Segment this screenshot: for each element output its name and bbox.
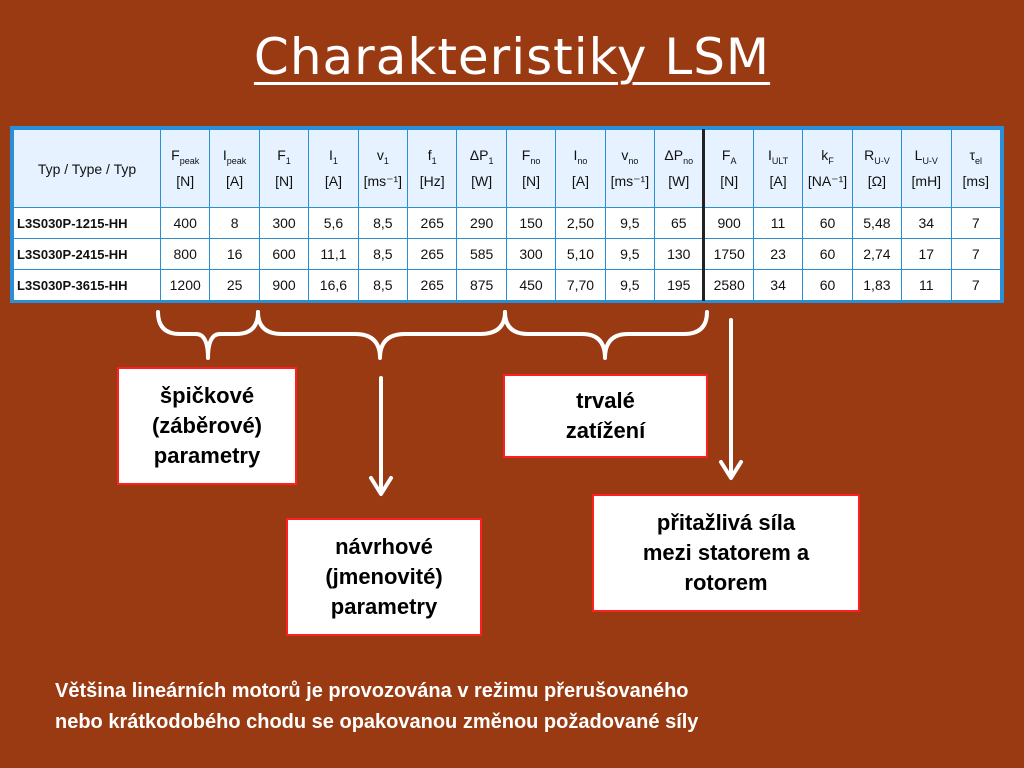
header-symbol: $k_F$	[821, 146, 834, 166]
table-cell: 2580	[704, 270, 753, 301]
header-unit: [N]	[275, 173, 293, 190]
table-cell: 9,5	[605, 239, 654, 270]
header-symbol: $F_1$	[277, 146, 291, 166]
table-cell: 5,48	[852, 208, 901, 239]
header-unit: [ms]	[962, 173, 989, 190]
table-cell: 5,6	[309, 208, 358, 239]
table-cell: 875	[457, 270, 506, 301]
row-type-name: L3S030P-3615-HH	[14, 270, 161, 301]
header-symbol: $I_{no}$	[573, 146, 588, 166]
table-cell: 8	[210, 208, 259, 239]
table-cell: 34	[902, 208, 951, 239]
table-cell: 130	[655, 239, 704, 270]
table-cell: 265	[408, 239, 457, 270]
table-cell: 265	[408, 270, 457, 301]
header-symbol: $v_{no}$	[621, 146, 639, 166]
table-cell: 7	[951, 270, 1001, 301]
table-cell: 450	[506, 270, 555, 301]
table-cell: 2,74	[852, 239, 901, 270]
header-unit: [NA⁻¹]	[807, 173, 848, 190]
table-cell: 2,50	[556, 208, 605, 239]
table-cell: 900	[259, 270, 308, 301]
table-cell: 23	[753, 239, 802, 270]
label-peak-parameters	[117, 367, 297, 485]
header-symbol: $F_{peak}$	[171, 146, 200, 166]
table-cell: 290	[457, 208, 506, 239]
table-cell: 585	[457, 239, 506, 270]
label-peak-line: (záběrové)	[151, 413, 263, 438]
label-continuous-load	[503, 374, 708, 458]
table-cell: 8,5	[358, 239, 407, 270]
header-symbol: $L_{U-V}$	[914, 146, 938, 166]
table-cell: 25	[210, 270, 259, 301]
label-nominal-line: návrhové	[335, 534, 433, 559]
label-attractive-force	[592, 494, 860, 612]
header-symbol: $F_{no}$	[521, 146, 541, 166]
header-symbol: $f_1$	[427, 146, 437, 166]
brace-continuous	[505, 312, 707, 358]
table-cell: 400	[161, 208, 210, 239]
label-nominal-line: parametry	[330, 594, 438, 619]
table-cell: 60	[803, 208, 852, 239]
header-unit: [Ω]	[867, 173, 887, 190]
label-peak-line: špičkové	[159, 383, 255, 408]
header-symbol: $I_{peak}$	[222, 146, 247, 166]
table-cell: 8,5	[358, 270, 407, 301]
table-cell: 265	[408, 208, 457, 239]
table-cell: 1,83	[852, 270, 901, 301]
label-peak-line: parametry	[153, 443, 261, 468]
label-continuous-line: trvalé	[576, 388, 635, 413]
header-symbol: $I_1$	[328, 146, 338, 166]
table-cell: 17	[902, 239, 951, 270]
header-unit: [A]	[571, 173, 590, 190]
table-cell: 1750	[704, 239, 753, 270]
brace-peak	[158, 312, 258, 358]
header-unit: [N]	[522, 173, 540, 190]
label-continuous-line: zatížení	[565, 418, 646, 443]
table-cell: 150	[506, 208, 555, 239]
header-symbol: $F_A$	[721, 146, 737, 166]
table-cell: 8,5	[358, 208, 407, 239]
brace-nominal	[258, 312, 505, 358]
header-unit: [ms⁻¹]	[363, 173, 403, 190]
header-unit: [ms⁻¹]	[610, 173, 650, 190]
table-cell: 1200	[161, 270, 210, 301]
footer-note	[55, 676, 995, 738]
header-symbol: $R_{U-V}$	[864, 146, 890, 166]
row-type-name: L3S030P-1215-HH	[14, 208, 161, 239]
table-cell: 11,1	[309, 239, 358, 270]
page-title: Charakteristiky LSM	[253, 28, 771, 86]
header-unit: [A]	[324, 173, 342, 190]
table-cell: 5,10	[556, 239, 605, 270]
header-unit: [mH]	[911, 173, 942, 190]
table-cell: 60	[803, 270, 852, 301]
header-unit: [W]	[668, 173, 690, 190]
table-cell: 16	[210, 239, 259, 270]
label-nominal-parameters	[286, 518, 482, 636]
table-cell: 65	[655, 208, 704, 239]
header-type: Typ / Type / Typ	[14, 130, 161, 208]
header-unit: [N]	[176, 173, 195, 190]
label-force-line: mezi statorem a	[642, 540, 810, 565]
label-force-line: rotorem	[684, 570, 768, 595]
header-unit: [A]	[769, 173, 787, 190]
table-cell: 9,5	[605, 208, 654, 239]
table-cell: 300	[506, 239, 555, 270]
table-cell: 7	[951, 208, 1001, 239]
table-cell: 600	[259, 239, 308, 270]
header-unit: [A]	[226, 173, 244, 190]
footer-line: Většina lineárních motorů je provozována v režimu přerušovaného	[55, 680, 689, 702]
label-force-line: přitažlivá síla	[656, 510, 796, 535]
header-symbol: $I_{ULT}$	[767, 146, 789, 166]
table-cell: 11	[902, 270, 951, 301]
header-symbol: $v_1$	[376, 146, 389, 166]
header-symbol: $\tau_{el}$	[969, 146, 983, 166]
table-cell: 9,5	[605, 270, 654, 301]
table-cell: 60	[803, 239, 852, 270]
table-cell: 34	[753, 270, 802, 301]
header-unit: [W]	[471, 173, 493, 190]
table-cell: 16,6	[309, 270, 358, 301]
header-unit: [N]	[720, 173, 739, 190]
label-nominal-line: (jmenovité)	[325, 564, 443, 589]
row-type-name: L3S030P-2415-HH	[14, 239, 161, 270]
table-cell: 7	[951, 239, 1001, 270]
header-symbol: $\Delta P_1$	[469, 146, 494, 166]
table-cell: 300	[259, 208, 308, 239]
table-cell: 7,70	[556, 270, 605, 301]
header-unit: [Hz]	[419, 173, 445, 190]
footer-line: nebo krátkodobého chodu se opakovanou změnou požadované síly	[55, 711, 699, 733]
table-cell: 800	[161, 239, 210, 270]
table-cell: 195	[655, 270, 704, 301]
header-symbol: $\Delta P_{no}$	[664, 146, 694, 166]
table-cell: 11	[753, 208, 802, 239]
table-cell: 900	[704, 208, 753, 239]
